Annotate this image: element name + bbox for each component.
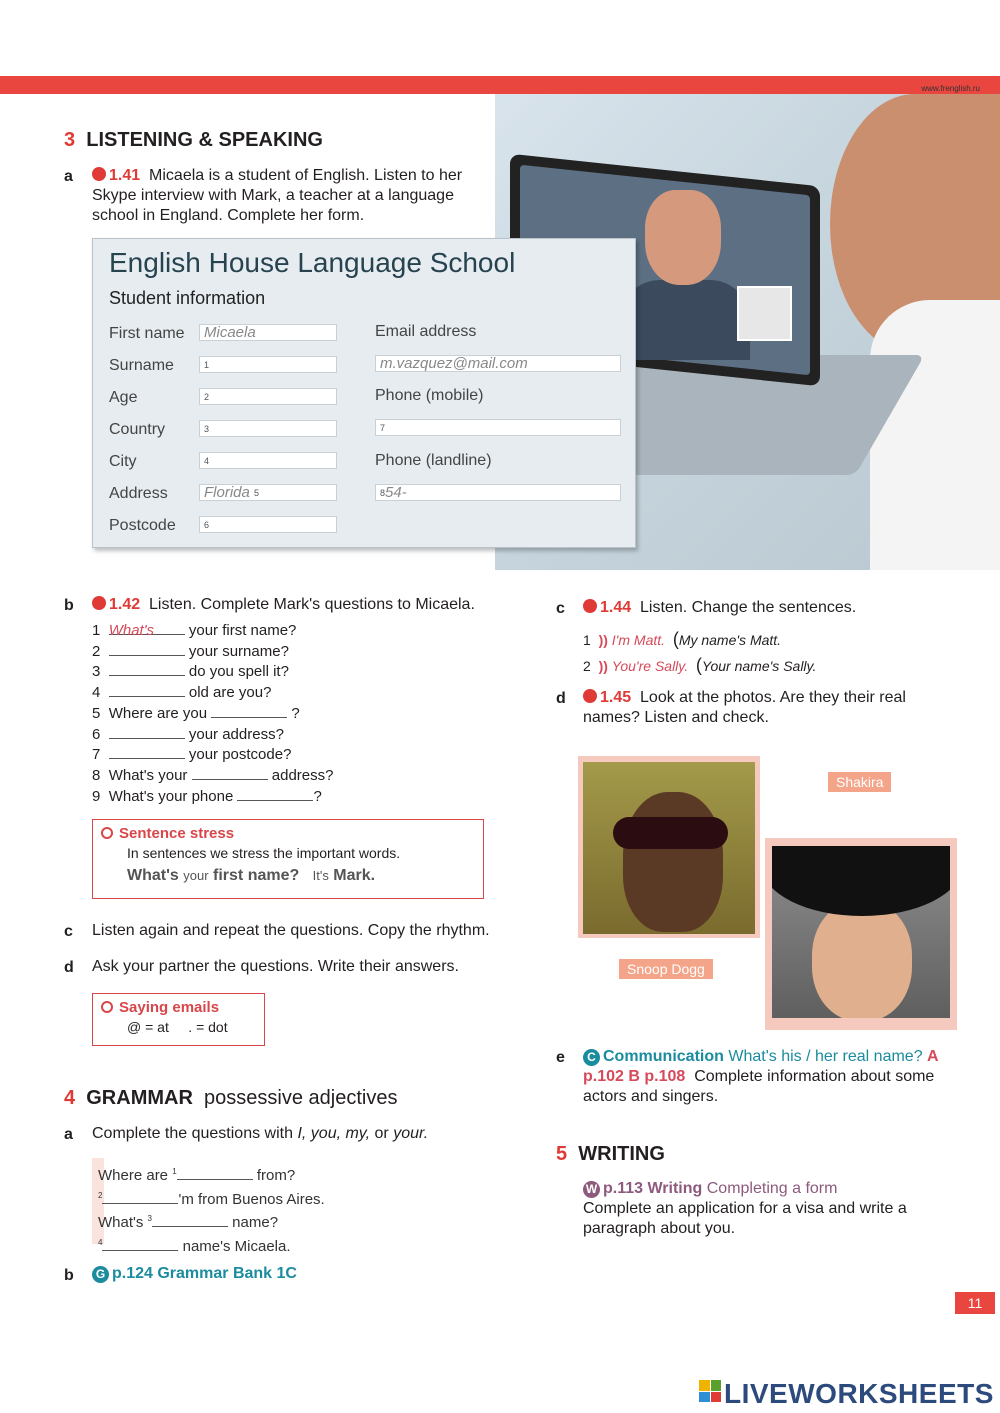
exercise-3d-letter: d — [64, 959, 74, 976]
dialogue-line-2: $^2$ 'm from Buenos Aires. — [98, 1190, 325, 1208]
grammar-icon: G — [92, 1266, 109, 1283]
photo-shakira-face — [812, 901, 912, 1018]
photo-snoop-face — [623, 792, 723, 932]
photo-snoop-dogg — [583, 762, 755, 934]
exercise-3c-text: Listen again and repeat the questions. Copy the rhythm. — [92, 922, 490, 939]
student-form — [92, 238, 636, 548]
dialogue — [98, 1162, 325, 1256]
stress-text: In sentences we stress the important words. — [127, 845, 401, 861]
photo-shakira — [772, 846, 950, 1018]
exercise-3a-text: 1.41 Micaela is a student of English. Listen to her Skype interview with Mark, a teacher at a language school in England. Complete her form. — [92, 167, 463, 224]
communication-icon: C — [583, 1049, 600, 1066]
writing-text: W p.113 Writing Completing a form Complete an application for a visa and write a paragraph about you. — [583, 1180, 907, 1237]
field-mobile[interactable]: 7 — [375, 419, 621, 436]
page-number: 11 — [955, 1292, 995, 1314]
form-title: English House Language School — [109, 247, 516, 278]
exercise-3d-text: Ask your partner the questions. Write their answers. — [92, 958, 459, 975]
exercise-c-text: 1.44 Listen. Change the sentences. — [583, 598, 856, 618]
exercise-e-text: C Communication What's his / her real name? A p.102 B p.108 Complete information about some actors and singers. — [583, 1048, 939, 1105]
field-email[interactable]: m.vazquez@mail.com — [375, 355, 621, 372]
exercise-d-text: 1.45 Look at the photos. Are they their real names? Listen and check. — [583, 689, 906, 726]
field-age[interactable]: 2 — [199, 388, 337, 405]
sentence-stress-box: Sentence stress In sentences we stress the important words. What's your first name? It's Mark. — [92, 819, 484, 899]
form-subtitle: Student information — [109, 288, 266, 308]
top-red-bar — [0, 76, 1000, 94]
answer-4[interactable] — [109, 683, 185, 697]
field-city[interactable]: 4 — [199, 452, 337, 469]
dialogue-blank-2[interactable] — [102, 1190, 178, 1204]
exercise-3b-text: 1.42 Listen. Complete Mark's questions to Micaela. — [92, 595, 475, 615]
section-3-heading: 3 LISTENING & SPEAKING — [64, 129, 323, 151]
label-first-name: First name — [109, 325, 185, 342]
label-city: City — [109, 453, 137, 470]
section-4-heading: 4 GRAMMAR possessive adjectives — [64, 1087, 398, 1109]
answer-2[interactable] — [109, 642, 185, 656]
saying-emails-box: Saying emails @ = at . = dot — [92, 993, 265, 1046]
exercise-3c-letter: c — [64, 923, 73, 940]
audio-icon[interactable] — [583, 689, 597, 703]
question-3: 3 do you spell it? — [92, 663, 289, 681]
section-5-heading: 5 WRITING — [556, 1143, 665, 1165]
writing-icon: W — [583, 1181, 600, 1198]
question-8: 8 What's your address? — [92, 766, 334, 784]
label-email: Email address — [375, 323, 477, 340]
audio-icon[interactable] — [92, 167, 106, 181]
exercise-3a-letter: a — [64, 168, 73, 185]
answer-6[interactable] — [109, 725, 185, 739]
stress-example: What's your first name? It's Mark. — [127, 867, 376, 884]
question-1: 1 What's your first name? — [92, 622, 297, 639]
tag-shakira: Shakira — [828, 772, 891, 792]
question-5: 5 Where are you ? — [92, 704, 300, 722]
photo-man-shirt — [620, 280, 750, 360]
site-url: www.frenglish.ru — [921, 84, 980, 93]
emails-rules: @ = at . = dot — [127, 1019, 228, 1035]
label-landline: Phone (landline) — [375, 452, 492, 469]
dialogue-line-3: What's $^3$ name? — [98, 1214, 279, 1231]
photo-pip-window — [737, 286, 792, 341]
exercise-4b-letter: b — [64, 1267, 74, 1284]
label-surname: Surname — [109, 357, 174, 374]
question-4: 4 old are you? — [92, 684, 272, 702]
label-age: Age — [109, 389, 138, 406]
brand-name: LIVEWORKSHEETS — [724, 1378, 994, 1409]
exercise-4a-text: Complete the questions with I, you, my, or your. — [92, 1125, 429, 1142]
answer-1[interactable]: What's — [109, 621, 185, 635]
dialogue-blank-3[interactable] — [152, 1213, 228, 1227]
field-address[interactable]: Florida $^5$ — [199, 484, 337, 501]
change-item-1: 1 )) I'm Matt. (My name's Matt. — [583, 629, 782, 649]
dialogue-blank-4[interactable] — [102, 1237, 178, 1251]
field-postcode[interactable]: 6 — [199, 516, 337, 533]
exercise-c-letter: c — [556, 600, 565, 617]
question-6: 6 your address? — [92, 725, 284, 743]
label-mobile: Phone (mobile) — [375, 387, 484, 404]
dialogue-line-4: $^4$ name's Micaela. — [98, 1237, 291, 1255]
label-country: Country — [109, 421, 166, 438]
exercise-4a-letter: a — [64, 1126, 73, 1143]
field-country[interactable]: 3 — [199, 420, 337, 437]
label-address: Address — [109, 485, 168, 502]
field-landline[interactable]: $^8$54- — [375, 484, 621, 501]
answer-3[interactable] — [109, 662, 185, 676]
change-sentences-list — [583, 627, 816, 679]
dialogue-line-1: Where are $^1$ from? — [98, 1167, 296, 1184]
answer-7[interactable] — [109, 745, 185, 759]
exercise-e-letter: e — [556, 1049, 565, 1066]
exercise-d-letter: d — [556, 690, 566, 707]
magnifier-icon — [101, 1001, 113, 1013]
field-surname[interactable]: 1 — [199, 356, 337, 373]
grammar-bank-link[interactable]: G p.124 Grammar Bank 1C — [92, 1265, 297, 1283]
question-2: 2 your surname? — [92, 642, 289, 660]
magnifier-icon — [101, 827, 113, 839]
change-item-2: 2 )) You're Sally. (Your name's Sally. — [583, 655, 817, 675]
exercise-3b-letter: b — [64, 597, 74, 614]
answer-9[interactable] — [237, 787, 313, 801]
answer-5[interactable] — [211, 704, 287, 718]
question-7: 7 your postcode? — [92, 746, 292, 764]
photo-girl-body — [870, 300, 1000, 570]
photo-man-face — [645, 190, 721, 285]
photo-shakira-hat — [772, 846, 950, 916]
dialogue-blank-1[interactable] — [177, 1166, 253, 1180]
field-first-name[interactable]: Micaela — [199, 324, 337, 341]
label-postcode: Postcode — [109, 517, 176, 534]
tag-snoop-dogg: Snoop Dogg — [619, 959, 713, 979]
audio-icon[interactable] — [583, 599, 597, 613]
liveworksheets-logo-icon — [699, 1380, 721, 1402]
answer-8[interactable] — [192, 766, 268, 780]
photo-snoop-glasses — [613, 817, 728, 849]
audio-icon[interactable] — [92, 596, 106, 610]
question-9: 9 What's your phone ? — [92, 787, 322, 805]
question-list — [92, 621, 492, 807]
